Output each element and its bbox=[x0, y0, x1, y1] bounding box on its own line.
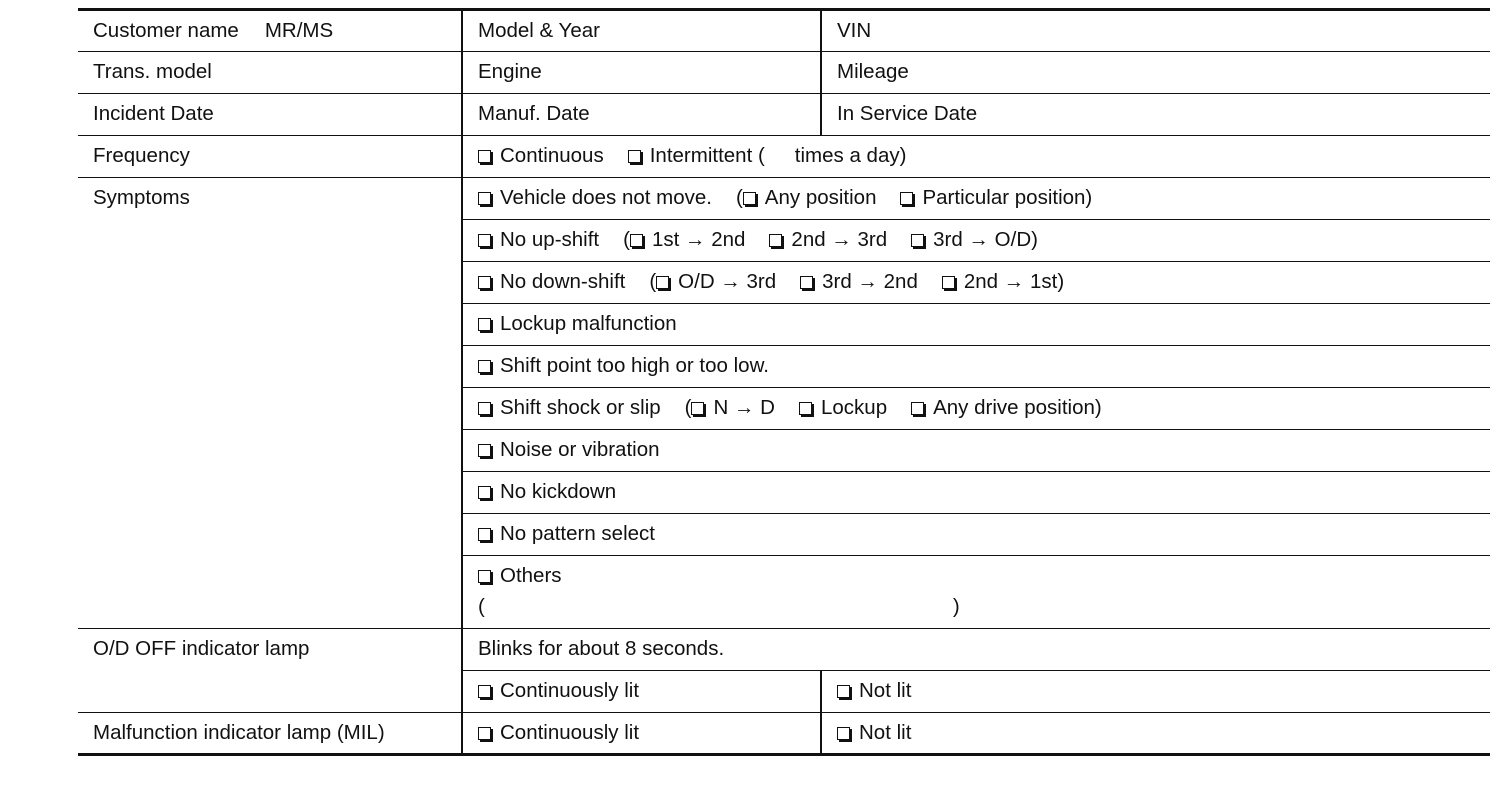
symptom-cell bbox=[462, 472, 1490, 514]
1st-2nd-label: 1st → 2nd bbox=[651, 228, 746, 251]
trans-model-label: Trans. model bbox=[93, 60, 212, 83]
intermittent-checkbox[interactable] bbox=[628, 150, 641, 163]
od-lamp-label: O/D OFF indicator lamp bbox=[93, 637, 310, 660]
od-continuously-lit-label: Continuously lit bbox=[500, 679, 640, 702]
frequency-options-cell bbox=[462, 136, 1490, 178]
no-downshift-label: No down-shift bbox=[500, 270, 626, 293]
2nd-3rd-checkbox[interactable] bbox=[769, 234, 782, 247]
model-year-label: Model & Year bbox=[478, 19, 600, 42]
3rd-od-label: 3rd → O/D) bbox=[933, 228, 1038, 251]
no-pattern-select-checkbox[interactable] bbox=[478, 528, 491, 541]
diagnostic-worksheet bbox=[78, 8, 1490, 756]
symptoms-label: Symptoms bbox=[93, 186, 190, 209]
frequency-row bbox=[78, 136, 1490, 178]
continuous-checkbox[interactable] bbox=[478, 150, 491, 163]
frequency-label: Frequency bbox=[93, 144, 190, 167]
particular-position-label: Particular position) bbox=[922, 186, 1093, 209]
customer-title-label: MR/MS bbox=[264, 19, 334, 42]
customer-name-label: Customer name bbox=[93, 19, 239, 42]
paren-open: ( bbox=[649, 270, 657, 293]
in-service-date-cell bbox=[821, 94, 1490, 136]
no-upshift-checkbox[interactable] bbox=[478, 234, 491, 247]
mil-row bbox=[78, 713, 1490, 755]
others-checkbox[interactable] bbox=[478, 570, 491, 583]
customer-name-cell bbox=[78, 10, 462, 52]
blinks-label: Blinks for about 8 seconds. bbox=[478, 637, 725, 660]
engine-label: Engine bbox=[478, 60, 542, 83]
no-move-checkbox[interactable] bbox=[478, 192, 491, 205]
paren-open: ( bbox=[478, 595, 485, 618]
symptom-cell bbox=[462, 556, 1490, 629]
frequency-label-cell bbox=[78, 136, 462, 178]
continuous-label: Continuous bbox=[500, 144, 604, 167]
mil-not-lit-label: Not lit bbox=[859, 721, 912, 744]
others-write-in[interactable] bbox=[478, 595, 1490, 619]
paren-open: ( bbox=[684, 396, 692, 419]
3rd-2nd-label: 3rd → 2nd bbox=[822, 270, 918, 293]
any-position-checkbox[interactable] bbox=[743, 192, 756, 205]
2nd-3rd-label: 2nd → 3rd bbox=[791, 228, 888, 251]
mil-continuously-lit-checkbox[interactable] bbox=[478, 727, 491, 740]
shift-point-label: Shift point too high or too low. bbox=[500, 354, 769, 377]
mileage-cell bbox=[821, 52, 1490, 94]
symptom-cell bbox=[462, 346, 1490, 388]
mil-not-lit-cell bbox=[821, 713, 1490, 755]
od-lamp-blinks-cell bbox=[462, 629, 1490, 671]
od-lamp-lit-cell bbox=[462, 671, 821, 713]
paren-open: ( bbox=[735, 186, 743, 209]
symptom-row-1 bbox=[78, 178, 1490, 220]
vin-cell bbox=[821, 10, 1490, 52]
any-drive-position-checkbox[interactable] bbox=[911, 402, 924, 415]
od-not-lit-checkbox[interactable] bbox=[837, 685, 850, 698]
symptom-cell bbox=[462, 178, 1490, 220]
od-continuously-lit-checkbox[interactable] bbox=[478, 685, 491, 698]
incident-date-cell bbox=[78, 94, 462, 136]
trans-row bbox=[78, 52, 1490, 94]
od-3rd-label: O/D → 3rd bbox=[678, 270, 777, 293]
customer-row bbox=[78, 10, 1490, 52]
engine-cell bbox=[462, 52, 821, 94]
any-position-label: Any position bbox=[764, 186, 877, 209]
shift-shock-checkbox[interactable] bbox=[478, 402, 491, 415]
times-a-day-label: times a day) bbox=[794, 144, 907, 167]
no-kickdown-checkbox[interactable] bbox=[478, 486, 491, 499]
2nd-1st-checkbox[interactable] bbox=[942, 276, 955, 289]
incident-date-label: Incident Date bbox=[93, 102, 214, 125]
trans-model-cell bbox=[78, 52, 462, 94]
model-year-cell bbox=[462, 10, 821, 52]
manuf-date-cell bbox=[462, 94, 821, 136]
2nd-1st-label: 2nd → 1st) bbox=[963, 270, 1065, 293]
incident-row bbox=[78, 94, 1490, 136]
noise-vibration-checkbox[interactable] bbox=[478, 444, 491, 457]
intermittent-label: Intermittent ( bbox=[649, 144, 765, 167]
symptom-cell bbox=[462, 388, 1490, 430]
lockup-checkbox[interactable] bbox=[799, 402, 812, 415]
noise-vibration-label: Noise or vibration bbox=[500, 438, 660, 461]
symptom-cell bbox=[462, 220, 1490, 262]
shift-point-checkbox[interactable] bbox=[478, 360, 491, 373]
symptom-cell bbox=[462, 514, 1490, 556]
vin-label: VIN bbox=[837, 19, 872, 42]
others-label: Others bbox=[500, 564, 562, 587]
shift-shock-label: Shift shock or slip bbox=[500, 396, 661, 419]
mileage-label: Mileage bbox=[837, 60, 909, 83]
symptoms-label-cell bbox=[78, 178, 462, 629]
od-lamp-label-cell bbox=[78, 629, 462, 713]
mil-continuously-lit-label: Continuously lit bbox=[500, 721, 640, 744]
n-d-label: N → D bbox=[713, 396, 775, 419]
3rd-od-checkbox[interactable] bbox=[911, 234, 924, 247]
no-upshift-label: No up-shift bbox=[500, 228, 600, 251]
worksheet-table bbox=[78, 8, 1490, 756]
od-lamp-not-lit-cell bbox=[821, 671, 1490, 713]
paren-open: ( bbox=[623, 228, 630, 251]
no-move-label: Vehicle does not move. bbox=[500, 186, 712, 209]
manuf-date-label: Manuf. Date bbox=[478, 102, 590, 125]
lockup-label: Lockup bbox=[820, 396, 888, 419]
n-d-checkbox[interactable] bbox=[691, 402, 704, 415]
symptom-cell bbox=[462, 262, 1490, 304]
mil-label-cell bbox=[78, 713, 462, 755]
lockup-malfunction-checkbox[interactable] bbox=[478, 318, 491, 331]
mil-lit-cell bbox=[462, 713, 821, 755]
no-downshift-checkbox[interactable] bbox=[478, 276, 491, 289]
3rd-2nd-checkbox[interactable] bbox=[800, 276, 813, 289]
symptom-cell bbox=[462, 430, 1490, 472]
lockup-malfunction-label: Lockup malfunction bbox=[500, 312, 677, 335]
mil-label: Malfunction indicator lamp (MIL) bbox=[93, 721, 385, 744]
in-service-date-label: In Service Date bbox=[837, 102, 978, 125]
od-lamp-row-1 bbox=[78, 629, 1490, 671]
any-drive-position-label: Any drive position) bbox=[933, 396, 1102, 419]
no-kickdown-label: No kickdown bbox=[500, 480, 617, 503]
1st-2nd-checkbox[interactable] bbox=[630, 234, 643, 247]
mil-not-lit-checkbox[interactable] bbox=[837, 727, 850, 740]
particular-position-checkbox[interactable] bbox=[900, 192, 913, 205]
no-pattern-select-label: No pattern select bbox=[500, 522, 655, 545]
od-3rd-checkbox[interactable] bbox=[656, 276, 669, 289]
od-not-lit-label: Not lit bbox=[859, 679, 912, 702]
paren-close: ) bbox=[952, 595, 960, 618]
symptom-cell bbox=[462, 304, 1490, 346]
